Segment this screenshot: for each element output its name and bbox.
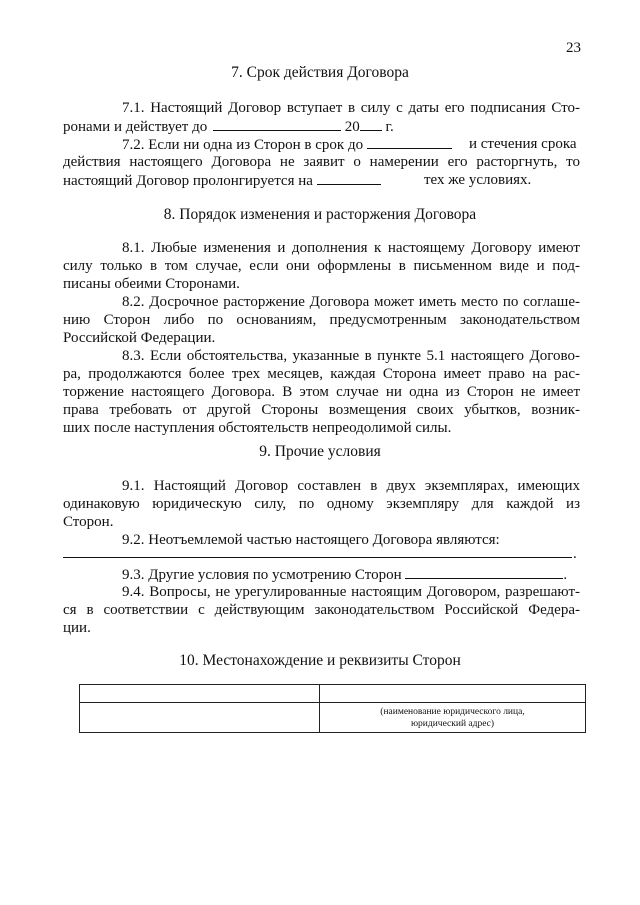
party-1-address-cell[interactable]	[80, 703, 320, 733]
clause-9-2: 9.2. Неотъемлемой частью настоящего Договора являются:	[122, 532, 500, 548]
caption-line-1: (наименование юридического лица,	[380, 707, 525, 717]
clause-9-1-line: одинаковую юридическую силу, по одному экземпляру для каждой из	[63, 496, 580, 512]
other-conditions-dot: .	[563, 567, 568, 583]
year-suffix: г.	[385, 119, 394, 135]
clause-7-1-line-1: 7.1. Настоящий Договор вступает в силу с даты его подписания Сто-	[122, 100, 580, 116]
clause-9-1-line: 9.1. Настоящий Договор составлен в двух экземплярах, имеющих	[122, 478, 580, 494]
clause-8-2-line: 8.2. Досрочное расторжение Договора может иметь место по соглаше-	[122, 294, 580, 310]
clause-8-1-line: силу только в том случае, если они оформлены в письменном виде и под-	[63, 258, 580, 274]
clause-8-3-line: торжение настоящего Договора. В этом случае ни одна из Сторон не имеет	[63, 384, 580, 400]
clause-7-2-line-3-end: тех же условиях.	[424, 172, 532, 188]
annex-blank-line[interactable]	[63, 557, 572, 558]
section-9-title: 9. Прочие условия	[259, 443, 381, 460]
clause-7-2-line-1	[122, 136, 452, 154]
clause-8-1-line: 8.1. Любые изменения и дополнения к настоящему Договору имеют	[122, 240, 580, 256]
party-1-name-cell[interactable]	[80, 685, 320, 703]
other-conditions-blank[interactable]	[405, 566, 563, 579]
clause-7-2-line-3	[63, 172, 381, 190]
clause-8-2-line: Российской Федерации.	[63, 330, 216, 346]
clause-8-3-line: ших после наступления обстоятельств непреодолимой силы.	[63, 420, 452, 436]
clause-9-1-line: Сторон.	[63, 514, 114, 530]
caption-line-2: юридический адрес)	[410, 719, 495, 729]
deadline-blank[interactable]	[367, 136, 452, 149]
clause-7-2-text-2: настоящий Договор пролонгируется на	[63, 173, 313, 189]
clause-8-3-line: 8.3. Если обстоятельства, указанные в пункте 5.1 настоящего Догово-	[122, 348, 580, 364]
year-prefix: 20	[344, 119, 360, 135]
clause-8-2-line: нию Сторон либо по основаниям, предусмотренным законодательством	[63, 312, 580, 328]
prolong-blank[interactable]	[317, 172, 381, 185]
requisites-table	[79, 684, 586, 733]
date-blank[interactable]	[213, 118, 341, 131]
party-2-name-cell[interactable]	[320, 685, 586, 703]
section-8-title: 8. Порядок изменения и расторжения Договора	[163, 206, 477, 223]
section-10-title: 10. Местонахождение и реквизиты Сторон	[179, 652, 461, 669]
clause-9-3-text: 9.3. Другие условия по усмотрению Сторон	[122, 567, 402, 583]
section-7-title: 7. Срок действия Договора	[231, 64, 409, 81]
clause-9-4-line: 9.4. Вопросы, не урегулированные настоящим Договором, разрешают-	[122, 584, 580, 600]
party-2-address-cell[interactable]	[320, 703, 586, 733]
clause-8-3-line: ра, продолжаются более трех месяцев, каждая Сторона имеет право на рас-	[63, 366, 580, 382]
clause-7-2-line-1-end: и стечения срока	[469, 136, 577, 152]
clause-7-2-text: 7.2. Если ни одна из Сторон в срок до	[122, 137, 364, 153]
clause-7-1-text: ронами и действует до	[63, 119, 208, 135]
clause-8-1-line: писаны обеими Сторонами.	[63, 276, 240, 292]
table-row	[80, 703, 586, 733]
clause-7-2-line-2: действия настоящего Договора не заявит о намерении его расторгнуть, то	[63, 154, 580, 170]
clause-9-4-line: ции.	[63, 620, 91, 636]
clause-7-1-line-2	[63, 118, 394, 136]
clause-8-3-line: права требовать от другой Стороны возмещения своих убытков, возник-	[63, 402, 580, 418]
year-blank[interactable]	[360, 118, 382, 131]
table-row	[80, 685, 586, 703]
clause-9-3	[122, 566, 567, 584]
annex-dot: .	[573, 546, 577, 562]
clause-9-4-line: ся в соответствии с действующим законодательством Российской Федера-	[63, 602, 580, 618]
page-number: 23	[566, 40, 581, 56]
